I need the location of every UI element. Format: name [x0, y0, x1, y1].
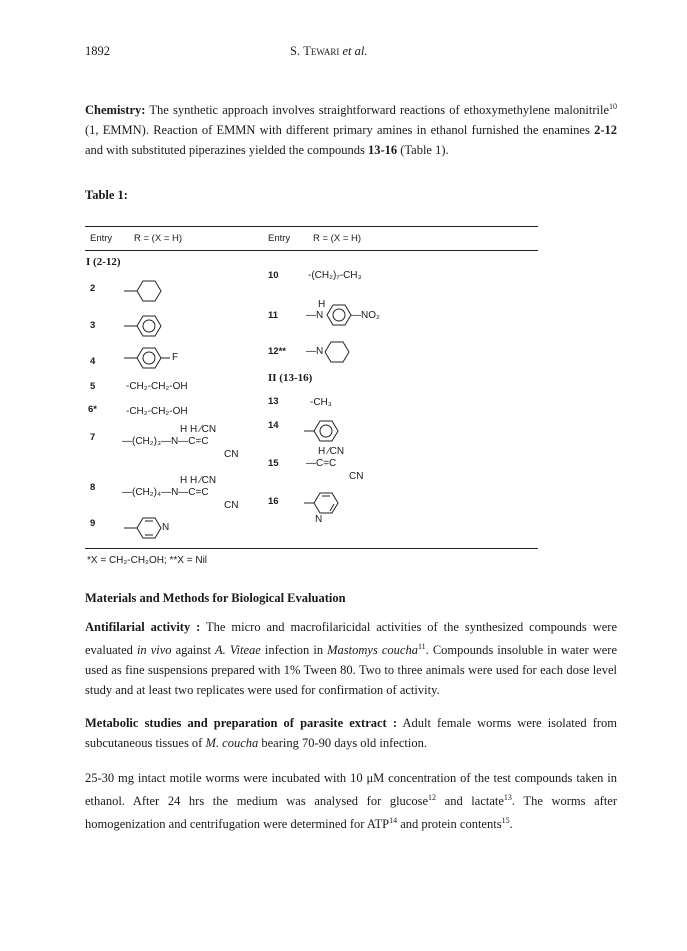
- running-title: [290, 44, 367, 59]
- incubation-ref-1: 12: [428, 793, 437, 802]
- antifilarial-ref: 11: [417, 642, 426, 651]
- entry-11: 11: [268, 310, 279, 321]
- f10-octyl: -(CH₂)₇-CH₃: [308, 270, 362, 281]
- f13-methyl: -CH₃: [310, 397, 332, 408]
- incubation-text-5: .: [509, 817, 513, 832]
- metabolic-heading: Metabolic studies and preparation of parasite extract :: [85, 716, 398, 730]
- entry-16: 16: [268, 496, 279, 507]
- piperidine-ring: [323, 338, 363, 366]
- f8-bot: CN: [224, 500, 239, 511]
- incubation-text-3: . The worms after homogenization and centrifugation were determined for ATP: [85, 794, 618, 832]
- incubation-text-2: and lactate: [436, 794, 504, 809]
- entry-5: 5: [90, 381, 96, 392]
- metabolic-text-2: bearing 70-90 days old infection.: [258, 736, 427, 750]
- f15-top: H ∕CN: [318, 446, 345, 457]
- table-header-rule: [85, 250, 538, 251]
- entry-10: 10: [268, 270, 279, 281]
- group-label-i: I (2-12): [86, 256, 121, 268]
- entry-3: 3: [90, 320, 96, 331]
- antifilarial-text-3: infection in: [260, 643, 328, 658]
- entry-2: 2: [90, 283, 96, 294]
- fluorophenyl-structure: [120, 345, 210, 371]
- metabolic-paragraph: [85, 713, 617, 753]
- phenyl-structure: [120, 313, 180, 339]
- materials-heading: Materials and Methods for Biological Evaluation: [85, 591, 346, 605]
- incubation-ref-3: 14: [389, 816, 398, 826]
- header-r-left: R = (X = H): [134, 233, 183, 244]
- entry-7: 7: [90, 432, 96, 443]
- f8-mid: —(CH₂)₄—N—C=C: [122, 487, 209, 498]
- running-title-etal: et al.: [339, 44, 368, 58]
- f7-mid: —(CH₂)₃—N—C=C: [122, 436, 209, 447]
- f8-top: H H ∕CN: [180, 475, 217, 486]
- chemistry-text-4: (Table 1).: [397, 143, 449, 158]
- page-number: 1892: [85, 44, 110, 58]
- pyridin-2-yl-structure: [300, 486, 360, 522]
- chemistry-text-2: (1, EMMN). Reaction of EMMN with different primary amines in ethanol furnished the enamines: [85, 123, 595, 138]
- table-top-rule: [85, 226, 538, 227]
- cyclohexyl-structure: [120, 278, 180, 304]
- entry-12: 12**: [268, 346, 286, 357]
- f11-no2: —NO₂: [351, 310, 380, 321]
- antifilarial-text-1: The micro and macrofilaricidal activities of the synthesized compounds were evaluated: [85, 620, 617, 658]
- header-r-right: R = (X = H): [313, 233, 362, 244]
- entry-8: 8: [90, 482, 96, 493]
- entry-13: 13: [268, 396, 279, 407]
- incubation-ref-2: 13: [503, 793, 512, 802]
- f5-hydroxyethyl: -CH₂-CH₂-OH: [126, 381, 188, 392]
- metabolic-text-1: Adult female worms were isolated from subcutaneous tissues of: [85, 716, 617, 750]
- antifilarial-heading: Antifilarial activity :: [85, 620, 201, 634]
- entry-9: 9: [90, 518, 96, 529]
- pyridyl-structure: [120, 513, 190, 545]
- chemistry-text-1: The synthetic approach involves straightforward reactions of ethoxymethylene malonitrile: [145, 103, 609, 118]
- header-entry-right: Entry: [268, 233, 291, 244]
- right-phenyl-structure: [300, 418, 350, 444]
- f11-n: —N: [306, 310, 324, 321]
- running-title-author: Tewari: [303, 44, 340, 58]
- f11-h: H: [318, 299, 326, 310]
- header-entry-left: Entry: [90, 233, 113, 244]
- f7-top: H H ∕CN: [180, 424, 217, 435]
- metabolic-italic-1: M. coucha: [205, 736, 259, 750]
- incubation-text-1: 25-30 mg intact motile worms were incubated with 10 μM concentration of the test compounds taken in ethanol. After 24 hrs the medium was analysed for glucose: [85, 771, 617, 809]
- antifilarial-italic-2: A. Viteae: [215, 643, 261, 658]
- table-footnote: *X = CH₂-CH₂OH; **X = Nil: [87, 555, 208, 566]
- f9-nitrogen: N: [162, 522, 170, 533]
- antifilarial-text-2: against: [171, 643, 216, 658]
- chemistry-ref-1: 10: [609, 102, 617, 111]
- entry-4: 4: [90, 356, 96, 367]
- table-bottom-rule: [85, 548, 538, 549]
- f15-bot: CN: [349, 471, 364, 482]
- f15-mid: —C=C: [306, 458, 337, 469]
- f7-bot: CN: [224, 449, 239, 460]
- antifilarial-italic-1: in vivo: [136, 643, 172, 658]
- incubation-text-4: and protein contents: [397, 817, 502, 832]
- antifilarial-text-4: . Compounds insoluble in water were used as fine suspensions prepared with 1% Tween 80. Two to three animals were used for each dose level study and at least two replicates were used for confirmation of activity.: [85, 643, 618, 698]
- f12-n: —N: [306, 346, 324, 357]
- entry-15: 15: [268, 458, 279, 469]
- chemistry-bold-2: 13-16: [367, 143, 398, 158]
- chemistry-text-3: and with substituted piperazines yielded the compounds: [85, 143, 368, 158]
- entry-6: 6*: [88, 404, 97, 415]
- antifilarial-paragraph: [85, 617, 617, 700]
- f6-hydroxyethyl: -CH₂-CH₂-OH: [126, 406, 188, 417]
- f16-nitrogen: N: [315, 514, 323, 525]
- antifilarial-italic-3: Mastomys coucha: [327, 643, 418, 658]
- group-label-ii: II (13-16): [268, 372, 313, 384]
- chemistry-paragraph: [85, 97, 617, 160]
- entry-14: 14: [268, 420, 279, 431]
- f4-fluoro: F: [172, 352, 179, 363]
- running-title-prefix: S.: [290, 44, 304, 58]
- table-caption: Table 1:: [85, 188, 128, 202]
- incubation-paragraph: [85, 768, 617, 834]
- incubation-ref-4: 15: [501, 816, 510, 826]
- chemistry-bold-1: 2-12: [594, 123, 617, 138]
- chemistry-heading: Chemistry:: [85, 103, 146, 118]
